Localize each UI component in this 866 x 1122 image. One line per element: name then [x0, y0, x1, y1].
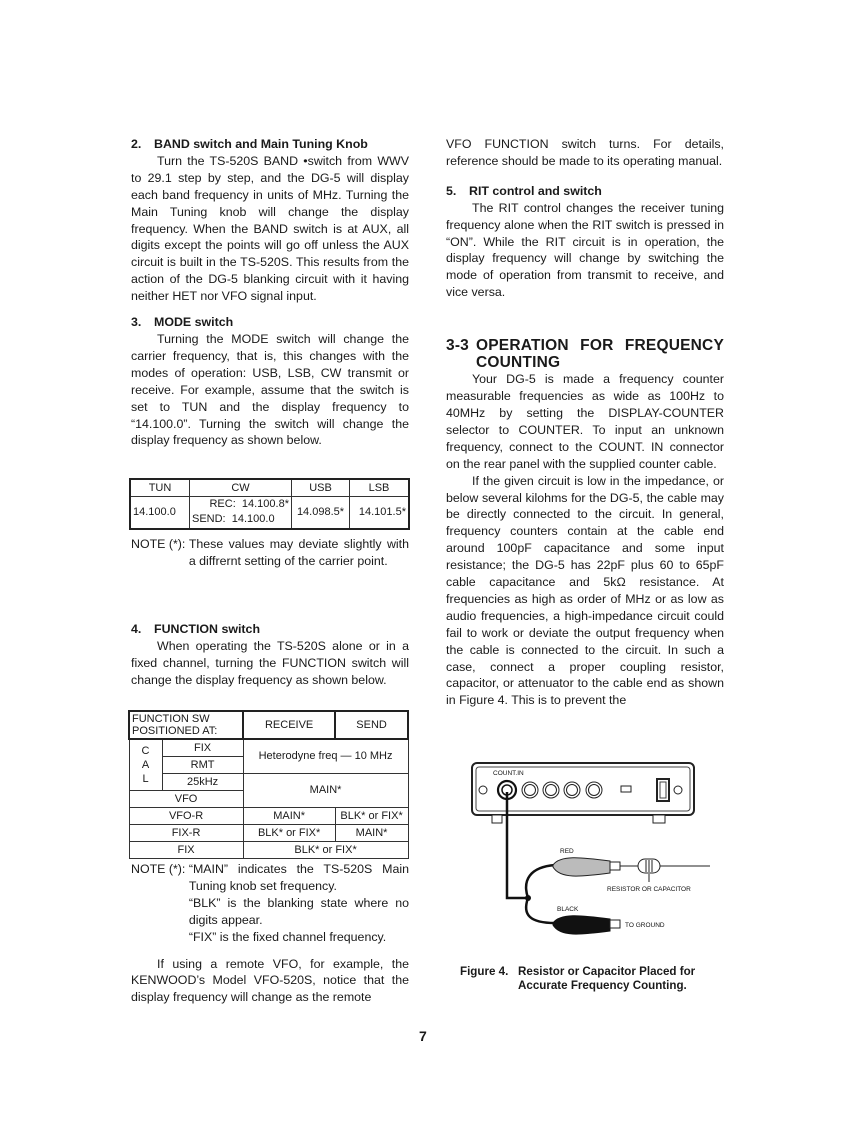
ground-label: TO GROUND — [625, 922, 665, 929]
cell-fix: FIX — [129, 841, 243, 858]
cell-heterodyne: Heterodyne freq — 10 MHz — [243, 739, 408, 773]
section-4 — [131, 621, 409, 689]
section-3-3-p1: Your DG-5 is made a frequency counter measurable frequencies as wide as 100Hz to 40MHz by setting the DISPLAY-COUNTER selector to COUNTER. To input an unknown frequency, connect to the COUNT. IN connector on the rear panel with the supplied counter cable. — [446, 372, 724, 471]
header-receive: RECEIVE — [243, 711, 335, 739]
section-3-heading: 3. MODE switch — [131, 315, 234, 330]
mode-frequency-table — [129, 478, 410, 530]
cell-lsb: 14.101.5* — [350, 496, 410, 529]
cal-group: C A L — [129, 739, 162, 790]
right-column — [446, 136, 724, 709]
section-5-body: The RIT control changes the receiver tuning frequency alone when the RIT switch is pressed in “ON”. While the RIT circuit is in operation, the display frequency will change by switching the mode of operation from transmit to receive, and vice versa. — [446, 200, 724, 300]
cell-cal-fix: FIX — [162, 739, 243, 756]
section-3-body: Turning the MODE switch will change the carrier frequency, that is, this changes with the modes of operation: USB, LSB, CW transmit or receive. For example, assume that the switch is set to TUN and the display frequency to “14.100.0”. Turning the switch will change the display frequency as shown below. — [131, 331, 409, 448]
section-5-heading: 5. RIT control and switch — [446, 183, 602, 198]
header-position: FUNCTION SW POSITIONED AT: — [129, 711, 243, 739]
cell-main: MAIN* — [243, 773, 408, 807]
cell-vfo: VFO — [129, 790, 243, 807]
figure-4-diagram — [460, 755, 730, 950]
header-send: SEND — [335, 711, 408, 739]
section-4-heading: 4. FUNCTION switch — [131, 622, 261, 636]
cell-fix-both: BLK* or FIX* — [243, 841, 408, 858]
cell-cal-rmt: RMT — [162, 756, 243, 773]
cell-vfo-r: VFO-R — [129, 807, 243, 824]
remote-vfo-paragraph: If using a remote VFO, for example, the KENWOOD’s Model VFO-520S, notice that the display frequency will change as the remote — [131, 956, 409, 1005]
section-2-heading: 2. BAND switch and Main Tuning Knob — [131, 137, 368, 151]
cell-usb: 14.098.5* — [292, 496, 350, 529]
function-switch-table — [128, 710, 409, 859]
header-lsb: LSB — [350, 479, 410, 496]
cell-tun: 14.100.0 — [130, 496, 190, 529]
cell-fix-r-send: MAIN* — [335, 824, 408, 841]
cell-vfo-r-receive: MAIN* — [243, 807, 335, 824]
page-number: 7 — [419, 1028, 427, 1044]
black-label: BLACK — [557, 906, 579, 913]
section-3-3-p2: If the given circuit is low in the impedance, or below several kilohms for the DG-5, the cable may be directly connected to the circuit. In general, frequency counters contain at the cable end around 100pF capacitance and some input resistance; the DG-5 has 22pF plus 60 to 65pF cable capacitance and 5kΩ resistance. At frequencies as high as order of MHz or as low as audio frequencies, a high-impedance circuit could fail to work or deviate the output frequency when the cable is connected to the circuit. In such a case, connect a proper coupling resistor, capacitor, or attenuator to the cable end as shown in Figure 4. This is to prevent the — [446, 473, 724, 708]
section-4-body: When operating the TS-520S alone or in a fixed channel, turning the FUNCTION switch will change the display frequency as shown below. — [131, 638, 409, 687]
cell-fix-r: FIX-R — [129, 824, 243, 841]
header-usb: USB — [292, 479, 350, 496]
cell-vfo-r-send: BLK* or FIX* — [335, 807, 408, 824]
note-2: NOTE (*): “MAIN” indicates the TS-520S Main Tuning knob set frequency. “BLK” is the blanking state where no digits appear. “FIX” is the fixed channel frequency. If using a remote VFO, for example, the KENWOOD’s Model VFO-520S, notice that the display frequency will change as the remote — [131, 862, 409, 1005]
cell-cw: REC: 14.100.8* SEND: 14.100.0 — [190, 496, 292, 529]
count-in-label: COUNT.IN — [493, 770, 524, 777]
resistor-label: RESISTOR OR CAPACITOR — [607, 886, 691, 893]
red-label: RED — [560, 848, 574, 855]
continued-paragraph: VFO FUNCTION switch turns. For details, reference should be made to its operating manual. — [446, 137, 724, 168]
header-tun: TUN — [130, 479, 190, 496]
note-1: NOTE (*): These values may deviate slightly with a diffrernt setting of the carrier point. — [131, 537, 409, 568]
header-cw: CW — [190, 479, 292, 496]
left-column — [131, 136, 409, 449]
cell-cal-25k: 25kHz — [162, 773, 243, 790]
figure-4-caption: Figure 4. Resistor or Capacitor Placed for Accurate Frequency Counting. — [460, 965, 696, 992]
cell-fix-r-receive: BLK* or FIX* — [243, 824, 335, 841]
section-3-3-heading: 3-3 OPERATION FOR FREQUENCY COUNTING — [446, 337, 724, 372]
section-2-body: Turn the TS-520S BAND •switch from WWV to 29.1 step by step, and the DG-5 will display each band frequency in units of MHz. Turning the Main Tuning knob will change the display frequency. When the BAND switch is at AUX, all digits except the points will go off unless the AUX circuit is built in the TS-520S. This results from the action of the DG-5 blanking circuit with it having neither HET nor VFO signal input. — [131, 153, 409, 304]
